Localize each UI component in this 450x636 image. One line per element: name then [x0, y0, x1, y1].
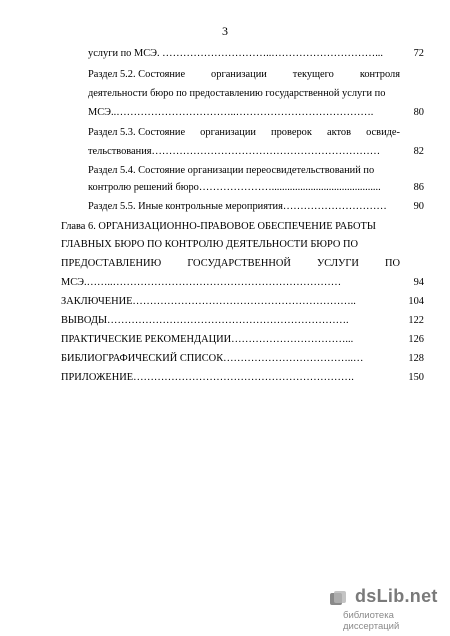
toc-word: ПРЕДОСТАВЛЕНИЮ — [61, 258, 162, 269]
toc-word: текущего — [292, 69, 334, 80]
toc-word: организации — [211, 69, 267, 80]
toc-line: деятельности бюро по предоставлению государственной услуги по — [88, 88, 386, 99]
toc-word: УСЛУГИ — [316, 258, 359, 269]
toc-line: тельствования………………………………………………………… — [88, 146, 381, 157]
toc-line: Глава 6. ОРГАНИЗАЦИОННО-ПРАВОВОЕ ОБЕСПЕЧЕНИЕ РАБОТЫ — [61, 221, 376, 232]
watermark-brand: dsLib.net — [355, 586, 438, 606]
toc-word: ПО — [384, 258, 400, 269]
toc-line: ПРАКТИЧЕСКИЕ РЕКОМЕНДАЦИИ……………………………... — [61, 334, 354, 345]
toc-page: 126 — [408, 334, 424, 345]
toc-line: Раздел 5.4. Состояние организации переосвидетельствований по — [88, 165, 375, 176]
toc-line: БИБЛИОГРАФИЧЕСКИЙ СПИСОК………………………………..… — [61, 353, 364, 364]
toc-word: контроля — [359, 69, 400, 80]
toc-line: ПРИЛОЖЕНИЕ………………………………………………………. — [61, 372, 354, 383]
page-number: 3 — [222, 24, 228, 38]
toc-page: 86 — [413, 182, 424, 193]
toc-word: ГОСУДАРСТВЕННОЙ — [187, 258, 291, 269]
toc-word: освиде- — [366, 127, 400, 138]
toc-page: 90 — [413, 201, 424, 212]
toc-line: контролю решений бюро………………….......................................... — [88, 182, 381, 193]
toc-word: Раздел 5.2. Состояние — [88, 69, 186, 80]
toc-line: Раздел 5.5. Иные контрольные мероприятия………………………… — [88, 201, 387, 212]
toc-line — [88, 68, 400, 82]
toc-word: актов — [326, 127, 352, 138]
toc-line — [61, 257, 400, 271]
toc-page: 128 — [408, 353, 424, 364]
toc-page: 72 — [413, 48, 424, 59]
toc-word: Раздел 5.3. Состояние — [88, 127, 186, 138]
toc-line: ГЛАВНЫХ БЮРО ПО КОНТРОЛЮ ДЕЯТЕЛЬНОСТИ БЮРО ПО — [61, 239, 358, 250]
toc-page: 80 — [413, 107, 424, 118]
toc-page: 82 — [413, 146, 424, 157]
dslib-logo-icon — [329, 590, 347, 608]
toc-line: услуги по МСЭ. …………………………..…………………………... — [88, 48, 383, 59]
toc-word: проверок — [271, 127, 312, 138]
toc-word: организации — [200, 127, 256, 138]
toc-line — [88, 126, 400, 140]
toc-page: 94 — [413, 277, 424, 288]
toc-line: МСЭ..……………………………..…………………………………. — [88, 107, 374, 118]
toc-page: 104 — [408, 296, 424, 307]
toc-page: 150 — [408, 372, 424, 383]
toc-page: 122 — [408, 315, 424, 326]
toc-line: МСЭ.……..………………………………………………………… — [61, 277, 342, 288]
toc-line: ЗАКЛЮЧЕНИЕ……………………………………………………….. — [61, 296, 356, 307]
watermark-subtitle: библиотека диссертаций — [343, 610, 400, 632]
toc-line: ВЫВОДЫ……………………………………………………………. — [61, 315, 349, 326]
